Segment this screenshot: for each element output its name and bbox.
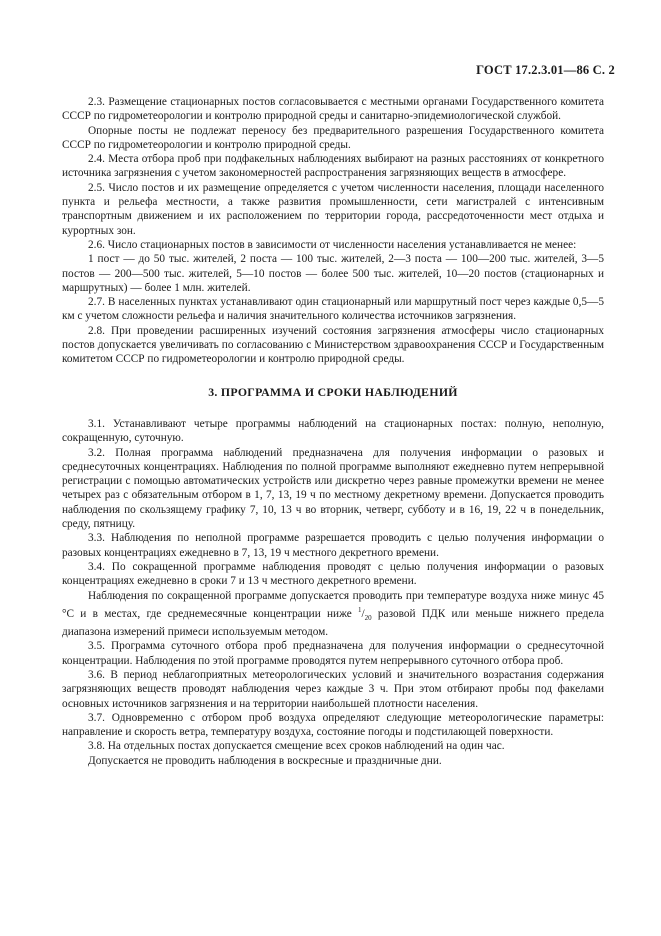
page-header: ГОСТ 17.2.3.01—86 С. 2	[476, 63, 615, 77]
paragraph-reference-posts: Опорные посты не подлежат переносу без предварительного разрешения Государственного комитета СССР по гидрометеорологии и контролю природной среды.	[62, 124, 604, 151]
document-body	[62, 95, 604, 768]
reduced-program-text-after: разовой ПДК или меньше нижнего предела диапазона измерений примеси используемым методом.	[62, 607, 604, 639]
fraction-denominator: 20	[364, 613, 372, 622]
paragraph-3-5: 3.5. Программа суточного отбора проб предназначена для получения информации о среднесуточной концентрации. Наблюдения по этой программе проводятся путем непрерывного суточного отбора проб.	[62, 640, 604, 667]
paragraph-reduced-program: Наблюдения по сокращенной программе допускается проводить при температуре воздуха ниже минус 45 °С и в местах, где среднемесячные концентрации ниже $^1/_{20}$ разовой ПДК или меньше нижнего предела диапазона измерений примеси используемым методом.	[62, 589, 604, 639]
paragraph-3-2: 3.2. Полная программа наблюдений предназначена для получения информации о разовых и среднесуточных концентрациях. Наблюдения по полной программе выполняют ежедневно путем непрерывной регистрации с помощью автоматических устройств или дискретно через равные промежутки времени не менее четырех раз с обязательным отбором в 1, 7, 13, 19 ч по местному декретному времени. Допускается проводить наблюдения по скользящему графику 7, 10, 13 ч во вторник, четверг, субботу и в 16, 19, 22 ч в понедельник, среду, пятницу.	[62, 446, 604, 531]
paragraph-3-4: 3.4. По сокращенной программе наблюдения проводят с целью получения информации о разовых концентрациях ежедневно в сроки 7 и 13 ч местного декретного времени.	[62, 560, 604, 588]
paragraph-3-6: 3.6. В период неблагоприятных метеорологических условий и значительного возрастания содержания загрязняющих веществ проводят наблюдения через каждые 3 ч. При этом отбирают пробы под факелами основных источников загрязнения и на территории наибольшей плотности населения.	[62, 669, 604, 710]
paragraph-holidays: Допускается не проводить наблюдения в воскресные и праздничные дни.	[88, 754, 442, 767]
paragraph-3-7: 3.7. Одновременно с отбором проб воздуха определяют следующие метеорологические параметры: направление и скорость ветра, температуру воздуха, состояние погоды и подстилающей поверхности.	[62, 711, 604, 739]
paragraph-2-4: 2.4. Места отбора проб при подфакельных наблюдениях выбирают на разных расстояниях от конкретного источника загрязнения с учетом закономерностей распространения загрязняющих веществ в атмосфере.	[62, 153, 604, 180]
paragraph-2-8: 2.8. При проведении расширенных изучений состояния загрязнения атмосферы число стационарных постов допускается увеличивать по согласованию с Министерством здравоохранения СССР и Государственным комитетом СССР по гидрометеорологии и контролю природной среды.	[62, 324, 604, 366]
paragraph-2-7: 2.7. В населенных пунктах устанавливают один стационарный или маршрутный пост через каждые 0,5—5 км с учетом сложности рельефа и наличия значительного количества источников загрязнения.	[62, 296, 604, 323]
paragraph-3-3: 3.3. Наблюдения по неполной программе разрешается проводить с целью получения информации о разовых концентрациях ежедневно в 7, 13, 19 ч местного декретного времени.	[62, 532, 604, 559]
section-title: 3. ПРОГРАММА И СРОКИ НАБЛЮДЕНИЙ	[208, 384, 458, 399]
paragraph-2-5: 2.5. Число постов и их размещение определяется с учетом численности населения, площади населенного пункта и рельефа местности, а также развития промышленности, сети магистралей с интенсивным транспортным движением и их расположением по территории города, рассредоточенности мест отдыха и курортных зон.	[62, 181, 604, 237]
fraction-numerator: 1	[358, 605, 362, 614]
paragraph-2-6: 2.6. Число стационарных постов в зависимости от численности населения устанавливается не менее:	[88, 238, 577, 251]
paragraph-2-3: 2.3. Размещение стационарных постов согласовывается с местными органами Государственного комитета СССР по гидрометеорологии и контролю природной среды и санитарно-эпидемиологической службой.	[62, 96, 604, 123]
paragraph-3-1: 3.1. Устанавливают четыре программы наблюдений на стационарных постах: полную, неполную, сокращенную, суточную.	[62, 417, 604, 445]
paragraph-3-8: 3.8. На отдельных постах допускается смещение всех сроков наблюдений на один час.	[88, 740, 505, 753]
reduced-program-text-before: Наблюдения по сокращенной программе допускается проводить при температуре воздуха ниже минус 45 °С и в местах, где среднемесячные концентрации ниже	[62, 589, 604, 620]
paragraph-post-counts: 1 пост — до 50 тыс. жителей, 2 поста — 100 тыс. жителей, 2—3 поста — 100—200 тыс. жителей, 3—5 постов — 200—500 тыс. жителей, 5—10 постов — более 500 тыс. жителей, 10—20 постов (стационарных и маршрутных) — более 1 млн. жителей.	[62, 253, 604, 294]
